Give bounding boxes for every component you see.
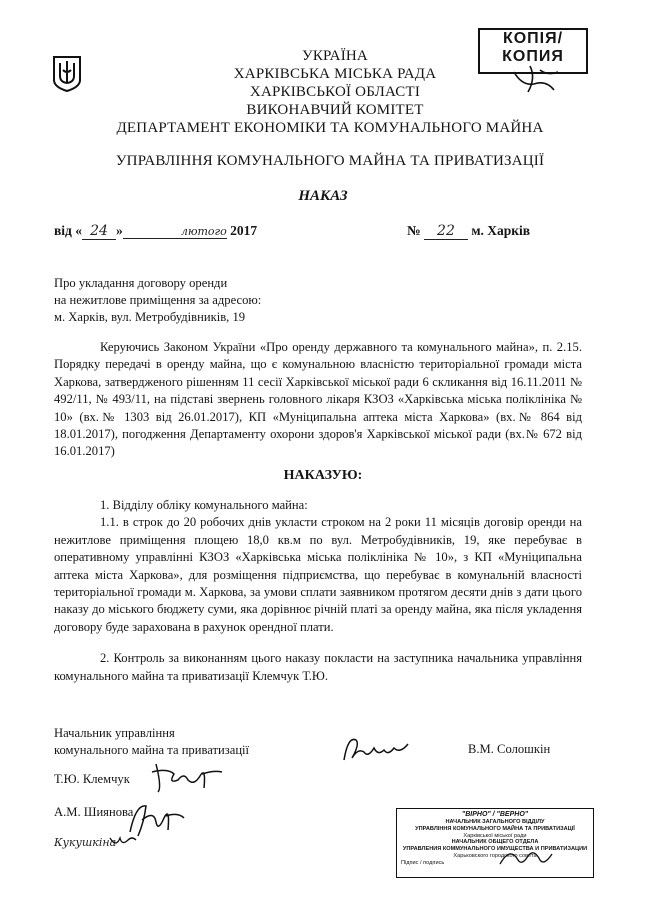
date-line: [54, 223, 257, 240]
verified-copy-stamp: [396, 808, 594, 878]
signatory-name: В.М. Солошкін: [468, 742, 551, 756]
header-executive-committee: ВИКОНАВЧИЙ КОМІТЕТ: [246, 102, 424, 118]
copy-stamp-mark-icon: [510, 62, 564, 98]
date-mid: »: [116, 223, 123, 238]
header-country: УКРАЇНА: [302, 48, 368, 64]
stamp-verified-line3: Харківської міської ради: [463, 832, 527, 839]
date-day: 24: [82, 223, 116, 240]
stamp-signature-icon: [496, 842, 556, 872]
approval-person-1: Т.Ю. Клемчук: [54, 772, 130, 786]
header-department: ДЕПАРТАМЕНТ ЕКОНОМІКИ ТА КОМУНАЛЬНОГО МАЙНА: [116, 120, 544, 136]
stamp-verified-line2: УПРАВЛІННЯ КОМУНАЛЬНОГО МАЙНА ТА ПРИВАТИЗАЦІЇ: [415, 825, 575, 832]
stamp-verified-line6: Харьковского городского совета: [453, 852, 537, 859]
approval-person-3: Кукушкіна: [54, 836, 117, 849]
stamp-verified-title: "ВІРНО" / "ВЕРНО": [461, 811, 529, 818]
place: м. Харків: [471, 223, 531, 238]
item-1-1: 1.1. в строк до 20 робочих днів укласти строком на 2 роки 11 місяців договір оренди на нежитлове приміщення площею 18,0 кв.м по вул. Метробудівників, 19, яке перебуває в оперативному управлінні КЗОЗ «Харківська міська поліклініка № 10», з КП «Муніципальна аптека міста Харкова», для розміщення підприємства, що перебуває в комунальній власності територіальної громади м. Харкова, за умови сплати заявником протягом десяти днів з дати цього наказу до міського бюджету суми, яка дорівнює річній платі за оренду майна, яка після укладення договору буде зарахована в рахунок орендної плати.: [54, 515, 582, 634]
preamble-text: Керуючись Законом України «Про оренду державного та комунального майна», п. 2.15. Порядку передачі в оренду майна, що є комунальною власністю територіальної громади міста Харкова, затвердженого рішенням 11 сесії Харківської міської ради 6 скликання від 16.11.2011 № 492/11, № 493/11, на підставі звернень головного лікаря КЗОЗ «Харківська міська поліклініка № 10» (вх.№ 1303 від 26.01.2017), КП «Муніципальна аптека міста Харкова» (вх.№ 864 від 18.01.2017), погодження Департаменту охорони здоров'я Харківської міської ради (вх.№ 672 від 16.01.2017): [54, 340, 582, 459]
stamp-verified-line1: НАЧАЛЬНИК ЗАГАЛЬНОГО ВІДДІЛУ: [445, 819, 545, 825]
head-signature-icon: [338, 730, 418, 770]
date-month: лютого: [123, 225, 227, 239]
document-title: НАКАЗ: [298, 188, 348, 204]
stamp-verified-line5: УПРАВЛЕНИЯ КОММУНАЛЬНОГО ИМУЩЕСТВА И ПРИВАТИЗАЦИИ: [402, 846, 588, 853]
number-line: [407, 223, 530, 240]
position-line1: Начальник управління: [54, 726, 175, 740]
signatory-position: [54, 725, 249, 759]
trident-emblem-icon: [52, 56, 82, 92]
item-1: 1. Відділу обліку комунального майна:: [100, 498, 308, 512]
date-year: 2017: [230, 223, 258, 238]
document-number: 22: [424, 223, 468, 240]
header-region: ХАРКІВСЬКОЇ ОБЛАСТІ: [249, 84, 421, 100]
header-division: УПРАВЛІННЯ КОМУНАЛЬНОГО МАЙНА ТА ПРИВАТИЗАЦІЇ: [115, 153, 545, 169]
stamp-verified-line7: Підпис / подпись: [401, 859, 445, 866]
copy-stamp-line2: КОПИЯ: [502, 48, 564, 65]
subject-block: [54, 275, 261, 326]
approval-signature-1-icon: [148, 758, 228, 796]
position-line2: комунального майна та приватизації: [54, 743, 250, 757]
number-label: №: [407, 223, 421, 238]
subject-line2: на нежитлове приміщення за адресою:: [54, 293, 262, 307]
order-items: [54, 497, 582, 685]
copy-stamp-line1: КОПІЯ/: [502, 30, 564, 47]
approval-initials-3-icon: [108, 832, 138, 850]
stamp-verified-line4: НАЧАЛЬНИК ОБЩЕГО ОТДЕЛА: [451, 839, 539, 846]
preamble-paragraph: [54, 339, 582, 461]
approval-person-2: А.М. Шиянова: [54, 805, 134, 819]
order-heading: НАКАЗУЮ:: [283, 468, 363, 483]
item-2: 2. Контроль за виконанням цього наказу покласти на заступника начальника управління комунального майна та приватизації Клемчук Т.Ю.: [54, 651, 582, 683]
date-prefix: від «: [54, 223, 82, 238]
subject-line1: Про укладання договору оренди: [54, 276, 228, 290]
header-city-council: ХАРКІВСЬКА МІСЬКА РАДА: [233, 66, 437, 82]
subject-line3: м. Харків, вул. Метробудівників, 19: [54, 310, 246, 324]
